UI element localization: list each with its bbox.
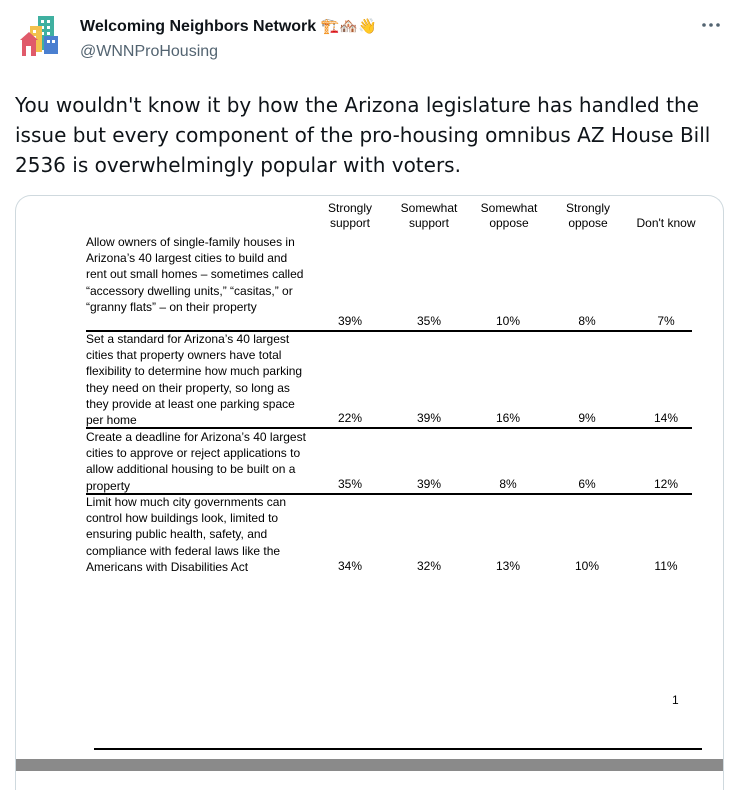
row4-somewhat-support: 32% bbox=[416, 559, 442, 573]
row1-dont-know: 7% bbox=[657, 314, 675, 328]
row4-somewhat-oppose: 13% bbox=[495, 559, 521, 573]
question-deadline: Create a deadline for Arizona’s 40 largest cities to approve or reject applications to allow additional housing to be built on a property bbox=[86, 430, 306, 493]
header-dont-know: Don't know bbox=[636, 216, 696, 230]
row1-somewhat-oppose: 10% bbox=[495, 314, 521, 328]
row4-strongly-oppose: 10% bbox=[574, 559, 600, 573]
avatar[interactable] bbox=[16, 12, 64, 60]
header-strongly-oppose: Strongly oppose bbox=[565, 201, 611, 230]
page-separator-bar bbox=[16, 759, 723, 771]
row2-strongly-support: 22% bbox=[337, 411, 363, 425]
row1-strongly-support: 39% bbox=[337, 314, 363, 328]
row2-dont-know: 14% bbox=[653, 411, 679, 425]
display-name-text: Welcoming Neighbors Network bbox=[80, 18, 317, 35]
row4-strongly-support: 34% bbox=[337, 559, 363, 573]
page-number: 1 bbox=[672, 693, 679, 707]
display-name[interactable] bbox=[80, 17, 377, 36]
question-design-limits: Limit how much city governments can control how buildings look, limited to ensuring public health, safety, and compliance with federal laws like the Americans with Disabilities Act bbox=[86, 495, 287, 574]
question-parking: Set a standard for Arizona’s 40 largest cities that property owners have total flexibility to determine how much parking they need on their property, so long as they provide at least one parking space per home bbox=[86, 332, 303, 428]
header-somewhat-support: Somewhat support bbox=[400, 201, 458, 230]
row1-strongly-oppose: 8% bbox=[578, 314, 596, 328]
row3-strongly-support: 35% bbox=[337, 477, 363, 491]
row1-somewhat-support: 35% bbox=[416, 314, 442, 328]
tweet-media-image[interactable] bbox=[15, 195, 724, 790]
row2-strongly-oppose: 9% bbox=[578, 411, 596, 425]
poll-results-document bbox=[16, 196, 723, 790]
row2-somewhat-oppose: 16% bbox=[495, 411, 521, 425]
row3-somewhat-support: 39% bbox=[416, 477, 442, 491]
name-emojis: 🏗️🏘️👋 bbox=[320, 18, 377, 35]
question-adu: Allow owners of single-family houses in Arizona’s 40 largest cities to build and rent out small homes – sometimes called “accessory dwelling units,” “casitas,” or “granny flats” – on their property bbox=[86, 235, 304, 314]
header-somewhat-oppose: Somewhat oppose bbox=[480, 201, 538, 230]
row3-somewhat-oppose: 8% bbox=[499, 477, 517, 491]
row2-somewhat-support: 39% bbox=[416, 411, 442, 425]
tweet-text: You wouldn't know it by how the Arizona legislature has handled the issue but every component of the pro-housing omnibus AZ House Bill 2536 is overwhelmingly popular with voters. bbox=[15, 93, 711, 177]
header-strongly-support: Strongly support bbox=[327, 201, 373, 230]
row4-dont-know: 11% bbox=[654, 559, 678, 573]
row3-strongly-oppose: 6% bbox=[578, 477, 596, 491]
footer-line bbox=[94, 748, 702, 750]
row3-dont-know: 12% bbox=[653, 477, 679, 491]
account-handle[interactable]: @WNNProHousing bbox=[80, 43, 219, 60]
more-dots-icon[interactable] bbox=[698, 14, 724, 38]
